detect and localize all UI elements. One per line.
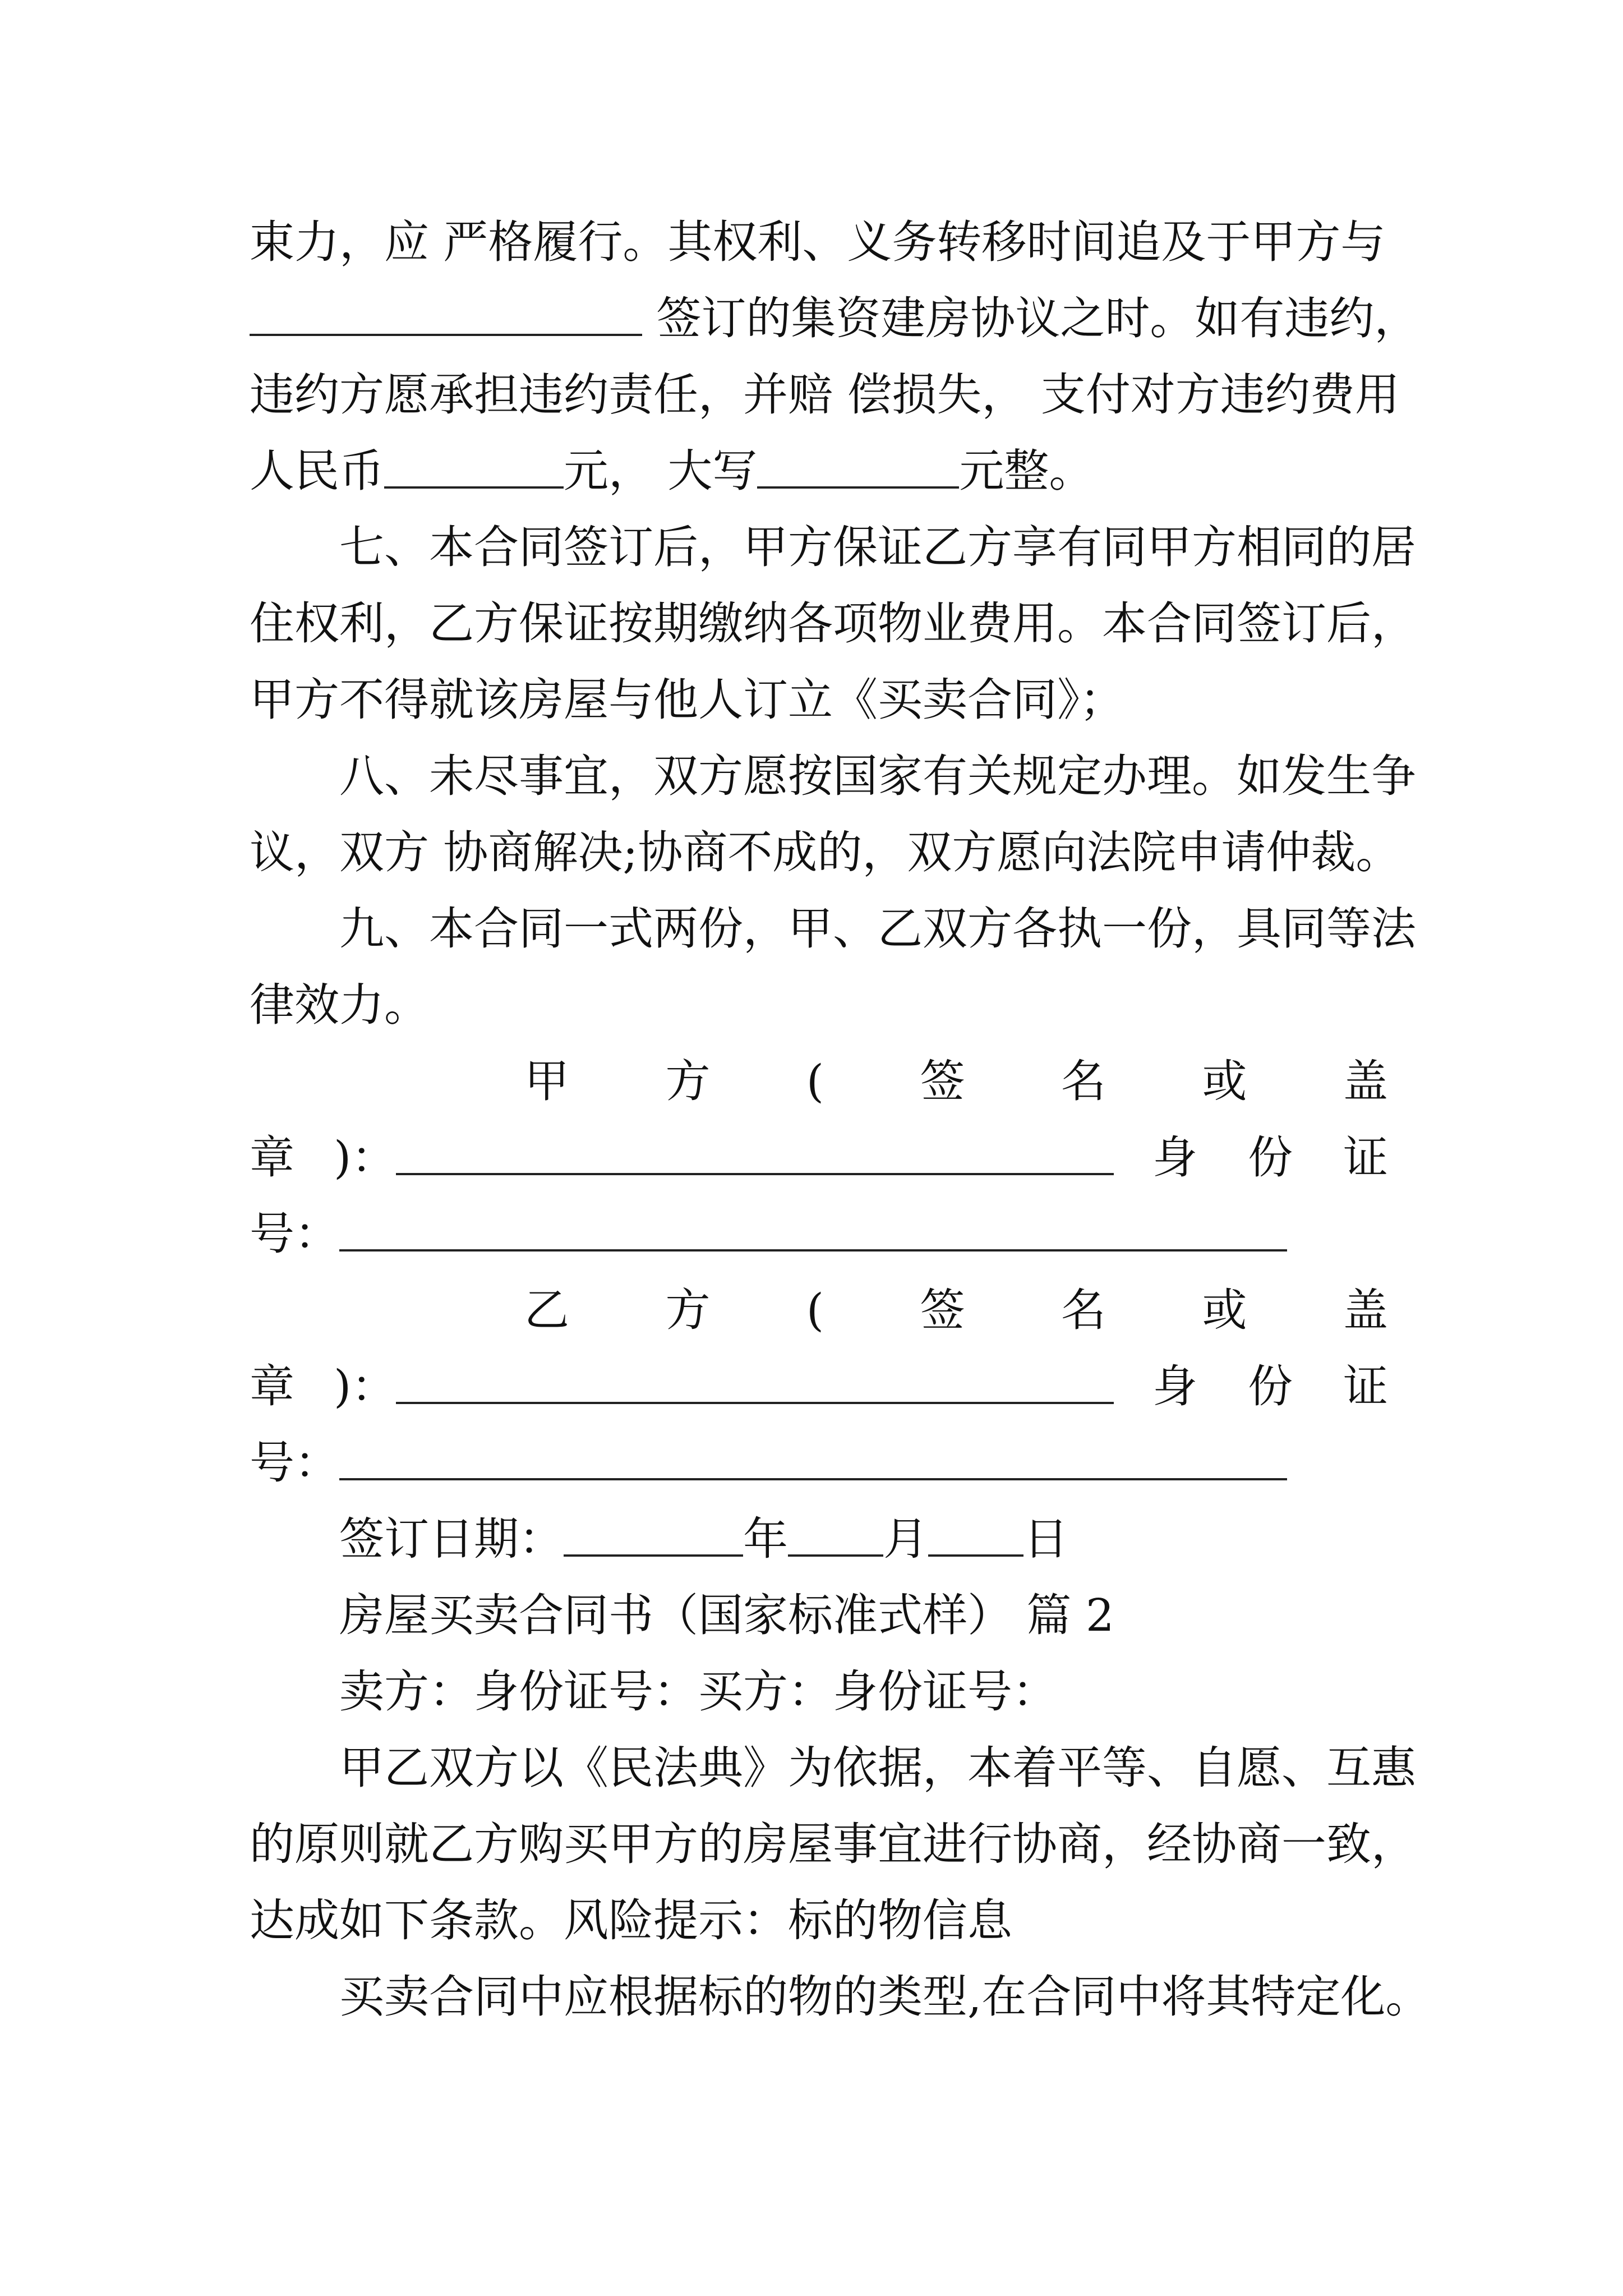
signing-date-label: 签订日期： (339, 1513, 564, 1565)
party-b-char-6: 或 (1202, 1284, 1247, 1336)
party-a-signature-heading (524, 1042, 1388, 1121)
section-2-para-1-line-2: 的原则就乙方购买甲方的房屋事宜进行协商，经协商一致， (250, 1818, 1416, 1870)
blank-amount (384, 443, 564, 489)
text-line-2-content: 签订的集资建房协议之时。如有违约， (656, 292, 1419, 344)
year-label: 年 (743, 1513, 788, 1565)
section-2-parties: 卖方：身份证号：买方：身份证号： (339, 1665, 1057, 1718)
party-b-paren-close: )： (334, 1360, 396, 1412)
blank-party-name (250, 290, 642, 336)
party-b-id-label (1152, 1347, 1388, 1426)
party-b-id-blank (339, 1434, 1287, 1480)
party-a-id-char-3: 证 (1343, 1131, 1388, 1184)
party-b-signature-blank (396, 1358, 1114, 1404)
party-a-paren-close: )： (334, 1131, 396, 1184)
party-b-id-line (250, 1424, 1405, 1502)
blank-amount-uppercase (757, 443, 959, 489)
party-b-zhang: 章 (250, 1360, 294, 1412)
party-a-zhang: 章 (250, 1131, 294, 1184)
text-line-2 (250, 279, 1419, 358)
party-b-signature-heading (524, 1271, 1388, 1350)
text-line-3: 违约方愿承担违约责任，并赔 偿损失， 支付对方违约费用 (250, 369, 1400, 421)
party-b-char-4: 签 (920, 1284, 965, 1336)
party-a-hao: 号： (250, 1208, 339, 1260)
section-2-para-2-line-1: 买卖合同中应根据标的物的类型,在合同中将其特定化。 (339, 1971, 1431, 2023)
party-b-char-1: 乙 (524, 1284, 569, 1336)
clause-7-line-3: 甲方不得就该房屋与他人订立《买卖合同》； (250, 674, 1124, 726)
section-2-para-1-line-1: 甲乙双方以《民法典》为依据，本着平等、自愿、互惠 (339, 1742, 1416, 1794)
party-a-id-blank (339, 1205, 1287, 1251)
signing-date-line (339, 1500, 1405, 1579)
month-blank (788, 1511, 883, 1557)
party-b-id-char-2: 份 (1248, 1360, 1293, 1412)
party-a-char-5: 名 (1061, 1055, 1106, 1107)
party-a-id-label (1152, 1119, 1388, 1197)
party-b-hao: 号： (250, 1437, 339, 1489)
month-label: 月 (883, 1513, 928, 1565)
clause-8-line-2: 议，双方 协商解决;协商不成的，双方愿向法院申请仲裁。 (250, 826, 1401, 878)
rmb-label: 人民币 (250, 445, 384, 497)
party-a-id-char-2: 份 (1248, 1131, 1293, 1184)
amount-suffix: 元整。 (959, 445, 1094, 497)
clause-9-line-2: 律效力。 (250, 979, 429, 1031)
clause-8-line-1: 八、未尽事宜，双方愿按国家有关规定办理。如发生争 (339, 750, 1416, 802)
text-line-1: 束力，应 严格履行。其权利、义务转移时间追及于甲方与 (250, 216, 1386, 268)
clause-7-line-2: 住权利，乙方保证按期缴纳各项物业费用。本合同签订后， (250, 597, 1416, 650)
party-a-signature-blank (396, 1129, 1114, 1175)
day-label: 日 (1023, 1513, 1068, 1565)
party-a-char-6: 或 (1202, 1055, 1247, 1107)
clause-9-line-1: 九、本合同一式两份，甲、乙双方各执一份，具同等法 (339, 903, 1416, 955)
text-line-4 (250, 432, 1405, 510)
year-blank (564, 1511, 743, 1557)
party-b-char-3: ( (806, 1284, 824, 1336)
section-2-title: 房屋买卖合同书（国家标准式样） 篇 2 (339, 1589, 1114, 1641)
party-a-id-line (250, 1195, 1405, 1273)
party-b-char-7: 盖 (1343, 1284, 1388, 1336)
clause-7-line-1: 七、本合同签订后，甲方保证乙方享有同甲方相同的居 (339, 521, 1416, 573)
day-blank (928, 1511, 1023, 1557)
party-b-id-char-1: 身 (1152, 1360, 1197, 1412)
party-b-id-char-3: 证 (1343, 1360, 1388, 1412)
amount-uppercase-label: 元， 大写 (564, 445, 758, 497)
party-a-char-1: 甲 (524, 1055, 569, 1107)
party-b-char-2: 方 (665, 1284, 711, 1336)
party-a-char-2: 方 (665, 1055, 711, 1107)
party-a-char-7: 盖 (1343, 1055, 1388, 1107)
section-2-para-1-line-3: 达成如下条款。风险提示：标的物信息 (250, 1894, 1012, 1947)
party-a-id-char-1: 身 (1152, 1131, 1197, 1184)
party-a-char-4: 签 (920, 1055, 965, 1107)
party-b-char-5: 名 (1061, 1284, 1106, 1336)
party-a-char-3: ( (806, 1055, 824, 1107)
